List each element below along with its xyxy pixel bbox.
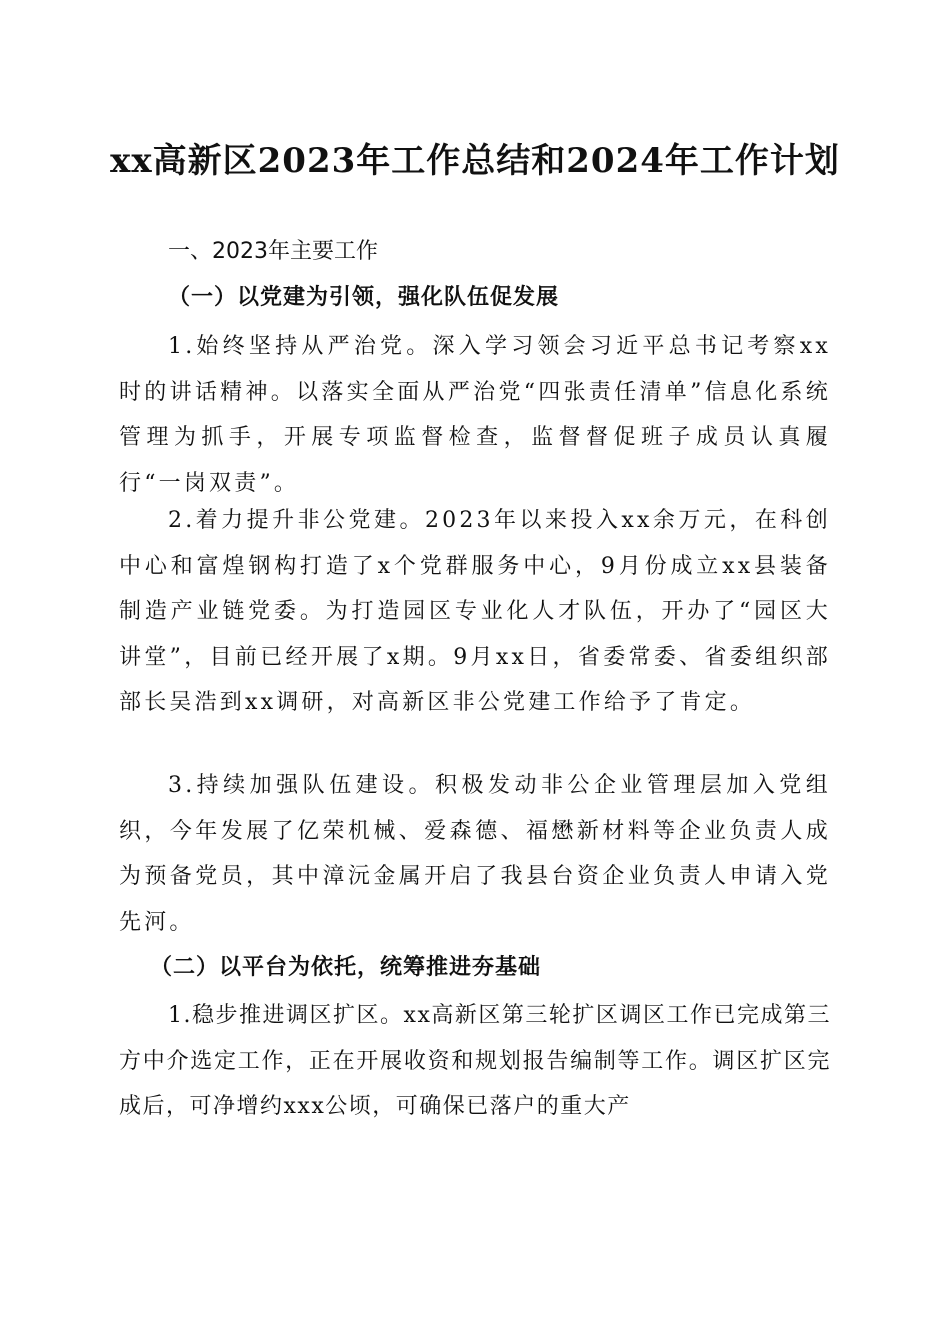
section-heading: 一、2023年主要工作: [168, 239, 378, 264]
paragraph: 2.着力提升非公党建。2023年以来投入xx余万元，在科创中心和富煌钢构打造了x个党群服务中心，9月份成立xx县装备制造产业链党委。为打造园区专业化人才队伍，开办了“园区大讲堂”，目前已经开展了x期。9月xx日，省委常委、省委组织部部长吴浩到xx调研，对高新区非公党建工作给予了肯定。: [119, 508, 831, 716]
document-title: xx高新区2023年工作总结和2024年工作计划: [110, 141, 840, 181]
subsection-heading: （二）以平台为依托，统筹推进夯基础: [150, 954, 542, 980]
paragraph: 1.始终坚持从严治党。深入学习领会习近平总书记考察xx时的讲话精神。以落实全面从严治党“四张责任清单”信息化系统管理为抓手，开展专项监督检查，监督督促班子成员认真履行“一岗双责”。: [119, 334, 831, 496]
paragraph: 3.持续加强队伍建设。积极发动非公企业管理层加入党组织，今年发展了亿荣机械、爱森德、福懋新材料等企业负责人成为预备党员，其中漳沅金属开启了我县台资企业负责人申请入党先河。: [119, 773, 831, 935]
subsection-heading: （一）以党建为引领，强化队伍促发展: [168, 284, 560, 310]
paragraph: 1.稳步推进调区扩区。xx高新区第三轮扩区调区工作已完成第三方中介选定工作，正在开展收资和规划报告编制等工作。调区扩区完成后，可净增约xxx公顷，可确保已落户的重大产: [119, 1003, 831, 1120]
